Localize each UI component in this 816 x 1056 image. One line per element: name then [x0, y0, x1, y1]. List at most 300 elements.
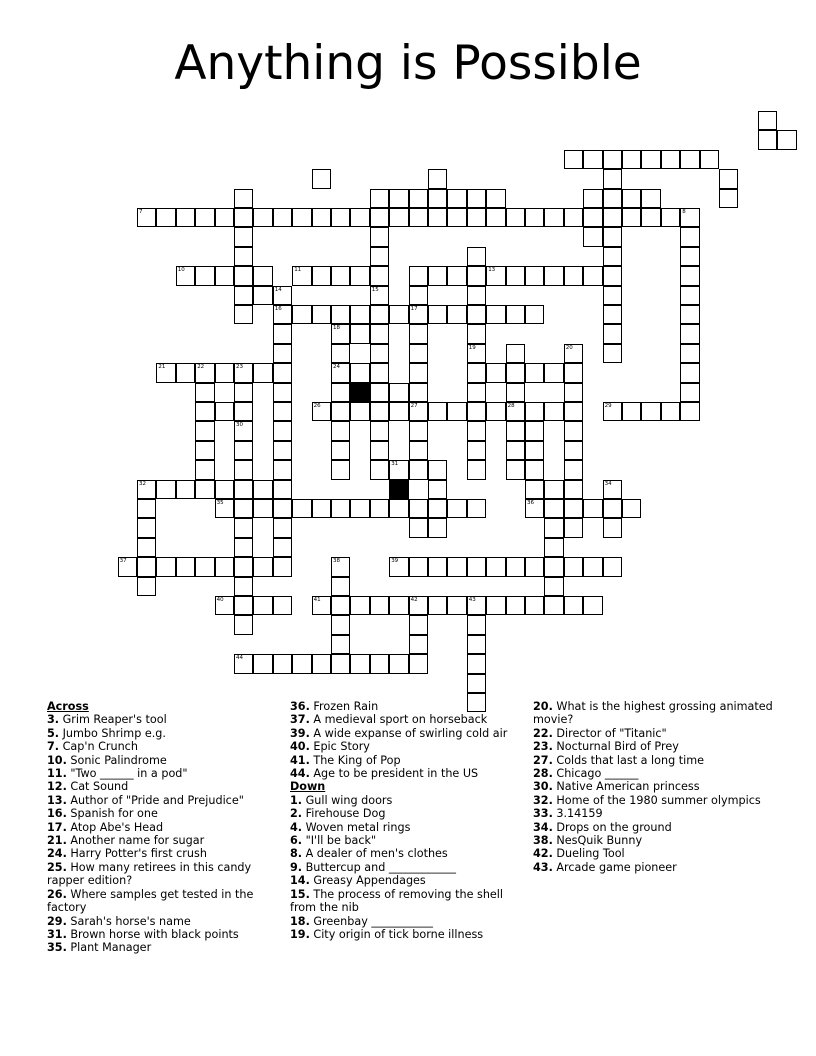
grid-cell[interactable] — [680, 402, 699, 421]
grid-cell[interactable] — [467, 383, 486, 402]
grid-cell[interactable] — [447, 208, 466, 227]
grid-cell[interactable] — [641, 150, 660, 169]
grid-cell[interactable] — [680, 363, 699, 382]
grid-cell[interactable] — [234, 421, 253, 440]
grid-cell[interactable] — [622, 208, 641, 227]
grid-cell[interactable] — [253, 596, 272, 615]
grid-cell[interactable] — [389, 189, 408, 208]
grid-cell[interactable] — [370, 421, 389, 440]
grid-cell[interactable] — [564, 460, 583, 479]
grid-cell[interactable] — [350, 305, 369, 324]
grid-cell[interactable] — [234, 577, 253, 596]
grid-cell[interactable] — [583, 596, 602, 615]
grid-cell[interactable] — [680, 227, 699, 246]
grid-cell[interactable] — [331, 596, 350, 615]
grid-cell[interactable] — [312, 654, 331, 673]
grid-cell[interactable] — [525, 266, 544, 285]
grid-cell[interactable] — [603, 266, 622, 285]
grid-cell[interactable] — [467, 460, 486, 479]
grid-cell[interactable] — [525, 499, 544, 518]
grid-cell[interactable] — [467, 557, 486, 576]
grid-cell[interactable] — [389, 499, 408, 518]
grid-cell[interactable] — [273, 286, 292, 305]
grid-cell[interactable] — [273, 441, 292, 460]
grid-cell[interactable] — [680, 247, 699, 266]
grid-cell[interactable] — [215, 208, 234, 227]
grid-cell[interactable] — [370, 286, 389, 305]
grid-cell[interactable] — [195, 480, 214, 499]
grid-cell[interactable] — [215, 402, 234, 421]
grid-cell[interactable] — [273, 596, 292, 615]
grid-cell[interactable] — [544, 518, 563, 537]
grid-cell[interactable] — [564, 480, 583, 499]
grid-cell[interactable] — [331, 635, 350, 654]
grid-cell[interactable] — [234, 538, 253, 557]
grid-cell[interactable] — [409, 441, 428, 460]
grid-cell[interactable] — [234, 615, 253, 634]
grid-cell[interactable] — [370, 208, 389, 227]
grid-cell[interactable] — [564, 441, 583, 460]
grid-cell[interactable] — [234, 557, 253, 576]
grid-cell[interactable] — [467, 247, 486, 266]
grid-cell[interactable] — [506, 363, 525, 382]
grid-cell[interactable] — [195, 402, 214, 421]
grid-cell[interactable] — [525, 305, 544, 324]
grid-cell[interactable] — [176, 208, 195, 227]
grid-cell[interactable] — [467, 208, 486, 227]
grid-cell[interactable] — [273, 363, 292, 382]
grid-cell[interactable] — [428, 402, 447, 421]
grid-cell[interactable] — [331, 654, 350, 673]
grid-cell[interactable] — [312, 266, 331, 285]
grid-cell[interactable] — [370, 654, 389, 673]
grid-cell[interactable] — [409, 305, 428, 324]
grid-cell[interactable] — [506, 557, 525, 576]
grid-cell[interactable] — [370, 363, 389, 382]
grid-cell[interactable] — [312, 596, 331, 615]
grid-cell[interactable] — [253, 480, 272, 499]
grid-cell[interactable] — [118, 557, 137, 576]
grid-cell[interactable] — [428, 266, 447, 285]
grid-cell[interactable] — [234, 247, 253, 266]
grid-cell[interactable] — [215, 557, 234, 576]
grid-cell[interactable] — [447, 402, 466, 421]
grid-cell[interactable] — [622, 150, 641, 169]
grid-cell[interactable] — [525, 480, 544, 499]
grid-cell[interactable] — [234, 518, 253, 537]
grid-cell[interactable] — [428, 557, 447, 576]
grid-cell[interactable] — [467, 189, 486, 208]
grid-cell[interactable] — [176, 266, 195, 285]
grid-cell[interactable] — [389, 654, 408, 673]
grid-cell[interactable] — [273, 344, 292, 363]
grid-cell[interactable] — [253, 266, 272, 285]
grid-cell[interactable] — [661, 150, 680, 169]
grid-cell[interactable] — [409, 421, 428, 440]
grid-cell[interactable] — [176, 557, 195, 576]
grid-cell[interactable] — [447, 266, 466, 285]
grid-cell[interactable] — [234, 208, 253, 227]
grid-cell[interactable] — [273, 499, 292, 518]
grid-cell[interactable] — [350, 266, 369, 285]
grid-cell[interactable] — [273, 460, 292, 479]
grid-cell[interactable] — [273, 557, 292, 576]
grid-cell[interactable] — [467, 266, 486, 285]
grid-cell[interactable] — [195, 208, 214, 227]
grid-cell[interactable] — [758, 130, 777, 149]
grid-cell[interactable] — [428, 499, 447, 518]
grid-cell[interactable] — [583, 557, 602, 576]
grid-cell[interactable] — [389, 402, 408, 421]
grid-cell[interactable] — [331, 577, 350, 596]
grid-cell[interactable] — [195, 421, 214, 440]
grid-cell[interactable] — [564, 383, 583, 402]
grid-cell[interactable] — [156, 557, 175, 576]
grid-cell[interactable] — [467, 635, 486, 654]
grid-cell[interactable] — [409, 208, 428, 227]
grid-cell[interactable] — [428, 189, 447, 208]
grid-cell[interactable] — [564, 208, 583, 227]
grid-cell[interactable] — [486, 402, 505, 421]
grid-cell[interactable] — [350, 654, 369, 673]
grid-cell[interactable] — [564, 518, 583, 537]
grid-cell[interactable] — [273, 538, 292, 557]
grid-cell[interactable] — [486, 189, 505, 208]
grid-cell[interactable] — [312, 499, 331, 518]
grid-cell[interactable] — [603, 324, 622, 343]
grid-cell[interactable] — [447, 557, 466, 576]
grid-cell[interactable] — [137, 577, 156, 596]
grid-cell[interactable] — [215, 266, 234, 285]
grid-cell[interactable] — [467, 286, 486, 305]
grid-cell[interactable] — [680, 344, 699, 363]
grid-cell[interactable] — [641, 189, 660, 208]
grid-cell[interactable] — [409, 402, 428, 421]
grid-cell[interactable] — [389, 208, 408, 227]
grid-cell[interactable] — [777, 130, 796, 149]
grid-cell[interactable] — [467, 499, 486, 518]
grid-cell[interactable] — [370, 441, 389, 460]
grid-cell[interactable] — [409, 635, 428, 654]
grid-cell[interactable] — [234, 383, 253, 402]
grid-cell[interactable] — [195, 441, 214, 460]
grid-cell[interactable] — [564, 557, 583, 576]
grid-cell[interactable] — [331, 499, 350, 518]
grid-cell[interactable] — [622, 499, 641, 518]
grid-cell[interactable] — [156, 208, 175, 227]
grid-cell[interactable] — [312, 169, 331, 188]
grid-cell[interactable] — [370, 247, 389, 266]
grid-cell[interactable] — [525, 441, 544, 460]
grid-cell[interactable] — [292, 208, 311, 227]
grid-cell[interactable] — [176, 363, 195, 382]
grid-cell[interactable] — [273, 480, 292, 499]
grid-cell[interactable] — [292, 499, 311, 518]
grid-cell[interactable] — [273, 402, 292, 421]
grid-cell[interactable] — [583, 208, 602, 227]
grid-cell[interactable] — [525, 460, 544, 479]
grid-cell[interactable] — [331, 402, 350, 421]
grid-cell[interactable] — [234, 189, 253, 208]
grid-cell[interactable] — [195, 363, 214, 382]
grid-cell[interactable] — [544, 538, 563, 557]
grid-cell[interactable] — [447, 499, 466, 518]
grid-cell[interactable] — [409, 557, 428, 576]
grid-cell[interactable] — [137, 480, 156, 499]
grid-cell[interactable] — [312, 305, 331, 324]
grid-cell[interactable] — [215, 596, 234, 615]
grid-cell[interactable] — [544, 557, 563, 576]
grid-cell[interactable] — [428, 480, 447, 499]
grid-cell[interactable] — [486, 557, 505, 576]
grid-cell[interactable] — [486, 596, 505, 615]
grid-cell[interactable] — [234, 227, 253, 246]
grid-cell[interactable] — [389, 383, 408, 402]
grid-cell[interactable] — [370, 305, 389, 324]
grid-cell[interactable] — [156, 363, 175, 382]
grid-cell[interactable] — [447, 596, 466, 615]
grid-cell[interactable] — [234, 654, 253, 673]
grid-cell[interactable] — [156, 480, 175, 499]
grid-cell[interactable] — [331, 266, 350, 285]
grid-cell[interactable] — [583, 227, 602, 246]
grid-cell[interactable] — [234, 305, 253, 324]
grid-cell[interactable] — [447, 189, 466, 208]
grid-cell[interactable] — [583, 189, 602, 208]
grid-cell[interactable] — [137, 538, 156, 557]
grid-cell[interactable] — [409, 499, 428, 518]
grid-cell[interactable] — [603, 557, 622, 576]
grid-cell[interactable] — [525, 557, 544, 576]
grid-cell[interactable] — [544, 577, 563, 596]
grid-cell[interactable] — [273, 208, 292, 227]
grid-cell[interactable] — [273, 305, 292, 324]
grid-cell[interactable] — [680, 383, 699, 402]
grid-cell[interactable] — [525, 208, 544, 227]
grid-cell[interactable] — [253, 654, 272, 673]
grid-cell[interactable] — [273, 383, 292, 402]
grid-cell[interactable] — [234, 499, 253, 518]
grid-cell[interactable] — [253, 557, 272, 576]
grid-cell[interactable] — [409, 383, 428, 402]
grid-cell[interactable] — [506, 441, 525, 460]
grid-cell[interactable] — [467, 615, 486, 634]
grid-cell[interactable] — [564, 596, 583, 615]
grid-cell[interactable] — [195, 557, 214, 576]
grid-cell[interactable] — [389, 557, 408, 576]
grid-cell[interactable] — [428, 518, 447, 537]
grid-cell[interactable] — [506, 383, 525, 402]
grid-cell[interactable] — [292, 266, 311, 285]
grid-cell[interactable] — [467, 421, 486, 440]
grid-cell[interactable] — [273, 324, 292, 343]
grid-cell[interactable] — [350, 363, 369, 382]
grid-cell[interactable] — [195, 460, 214, 479]
grid-cell[interactable] — [409, 344, 428, 363]
grid-cell[interactable] — [253, 363, 272, 382]
grid-cell[interactable] — [467, 402, 486, 421]
grid-cell[interactable] — [137, 557, 156, 576]
grid-cell[interactable] — [234, 286, 253, 305]
grid-cell[interactable] — [350, 402, 369, 421]
grid-cell[interactable] — [331, 441, 350, 460]
grid-cell[interactable] — [195, 266, 214, 285]
grid-cell[interactable] — [506, 344, 525, 363]
grid-cell[interactable] — [486, 266, 505, 285]
grid-cell[interactable] — [447, 305, 466, 324]
grid-cell[interactable] — [680, 150, 699, 169]
grid-cell[interactable] — [331, 305, 350, 324]
grid-cell[interactable] — [273, 654, 292, 673]
grid-cell[interactable] — [234, 460, 253, 479]
grid-cell[interactable] — [331, 615, 350, 634]
grid-cell[interactable] — [389, 305, 408, 324]
grid-cell[interactable] — [758, 111, 777, 130]
grid-cell[interactable] — [331, 363, 350, 382]
grid-cell[interactable] — [603, 402, 622, 421]
grid-cell[interactable] — [603, 499, 622, 518]
grid-cell[interactable] — [506, 460, 525, 479]
grid-cell[interactable] — [603, 169, 622, 188]
grid-cell[interactable] — [234, 480, 253, 499]
grid-cell[interactable] — [312, 402, 331, 421]
grid-cell[interactable] — [467, 441, 486, 460]
grid-cell[interactable] — [409, 324, 428, 343]
grid-cell[interactable] — [467, 324, 486, 343]
grid-cell[interactable] — [253, 499, 272, 518]
grid-cell[interactable] — [544, 596, 563, 615]
grid-cell[interactable] — [506, 305, 525, 324]
grid-cell[interactable] — [506, 421, 525, 440]
grid-cell[interactable] — [525, 402, 544, 421]
grid-cell[interactable] — [467, 654, 486, 673]
grid-cell[interactable] — [544, 499, 563, 518]
grid-cell[interactable] — [273, 421, 292, 440]
grid-cell[interactable] — [564, 421, 583, 440]
grid-cell[interactable] — [680, 305, 699, 324]
grid-cell[interactable] — [331, 460, 350, 479]
grid-cell[interactable] — [409, 615, 428, 634]
grid-cell[interactable] — [661, 402, 680, 421]
grid-cell[interactable] — [370, 324, 389, 343]
grid-cell[interactable] — [603, 208, 622, 227]
grid-cell[interactable] — [312, 208, 331, 227]
grid-cell[interactable] — [370, 596, 389, 615]
grid-cell[interactable] — [525, 596, 544, 615]
grid-cell[interactable] — [583, 266, 602, 285]
grid-cell[interactable] — [409, 266, 428, 285]
grid-cell[interactable] — [137, 208, 156, 227]
grid-cell[interactable] — [661, 208, 680, 227]
grid-cell[interactable] — [428, 305, 447, 324]
grid-cell[interactable] — [234, 266, 253, 285]
grid-cell[interactable] — [641, 402, 660, 421]
grid-cell[interactable] — [680, 266, 699, 285]
grid-cell[interactable] — [409, 286, 428, 305]
grid-cell[interactable] — [467, 674, 486, 693]
grid-cell[interactable] — [680, 324, 699, 343]
grid-cell[interactable] — [273, 518, 292, 537]
grid-cell[interactable] — [215, 499, 234, 518]
grid-cell[interactable] — [176, 480, 195, 499]
grid-cell[interactable] — [370, 266, 389, 285]
grid-cell[interactable] — [195, 383, 214, 402]
grid-cell[interactable] — [137, 499, 156, 518]
grid-cell[interactable] — [350, 596, 369, 615]
grid-cell[interactable] — [370, 344, 389, 363]
grid-cell[interactable] — [544, 402, 563, 421]
grid-cell[interactable] — [331, 344, 350, 363]
grid-cell[interactable] — [234, 596, 253, 615]
grid-cell[interactable] — [506, 402, 525, 421]
grid-cell[interactable] — [428, 208, 447, 227]
grid-cell[interactable] — [525, 363, 544, 382]
grid-cell[interactable] — [331, 383, 350, 402]
grid-cell[interactable] — [350, 499, 369, 518]
grid-cell[interactable] — [215, 480, 234, 499]
grid-cell[interactable] — [428, 596, 447, 615]
grid-cell[interactable] — [622, 402, 641, 421]
grid-cell[interactable] — [564, 266, 583, 285]
grid-cell[interactable] — [506, 208, 525, 227]
grid-cell[interactable] — [564, 150, 583, 169]
grid-cell[interactable] — [603, 227, 622, 246]
grid-cell[interactable] — [234, 363, 253, 382]
grid-cell[interactable] — [467, 363, 486, 382]
grid-cell[interactable] — [486, 305, 505, 324]
grid-cell[interactable] — [253, 286, 272, 305]
grid-cell[interactable] — [467, 305, 486, 324]
grid-cell[interactable] — [331, 557, 350, 576]
grid-cell[interactable] — [680, 208, 699, 227]
grid-cell[interactable] — [428, 460, 447, 479]
grid-cell[interactable] — [370, 227, 389, 246]
grid-cell[interactable] — [370, 189, 389, 208]
grid-cell[interactable] — [641, 208, 660, 227]
grid-cell[interactable] — [506, 596, 525, 615]
grid-cell[interactable] — [331, 421, 350, 440]
grid-cell[interactable] — [719, 169, 738, 188]
grid-cell[interactable] — [506, 266, 525, 285]
grid-cell[interactable] — [603, 150, 622, 169]
grid-cell[interactable] — [603, 305, 622, 324]
grid-cell[interactable] — [428, 169, 447, 188]
grid-cell[interactable] — [389, 596, 408, 615]
grid-cell[interactable] — [350, 208, 369, 227]
grid-cell[interactable] — [700, 150, 719, 169]
grid-cell[interactable] — [370, 460, 389, 479]
grid-cell[interactable] — [234, 402, 253, 421]
grid-cell[interactable] — [409, 189, 428, 208]
grid-cell[interactable] — [409, 654, 428, 673]
grid-cell[interactable] — [680, 286, 699, 305]
grid-cell[interactable] — [234, 441, 253, 460]
grid-cell[interactable] — [292, 654, 311, 673]
grid-cell[interactable] — [583, 150, 602, 169]
grid-cell[interactable] — [370, 383, 389, 402]
grid-cell[interactable] — [350, 324, 369, 343]
grid-cell[interactable] — [215, 363, 234, 382]
grid-cell[interactable] — [564, 402, 583, 421]
grid-cell[interactable] — [544, 208, 563, 227]
grid-cell[interactable] — [603, 480, 622, 499]
grid-cell[interactable] — [467, 596, 486, 615]
grid-cell[interactable] — [409, 596, 428, 615]
grid-cell[interactable] — [544, 266, 563, 285]
grid-cell[interactable] — [583, 499, 602, 518]
grid-cell[interactable] — [331, 208, 350, 227]
grid-cell[interactable] — [603, 247, 622, 266]
